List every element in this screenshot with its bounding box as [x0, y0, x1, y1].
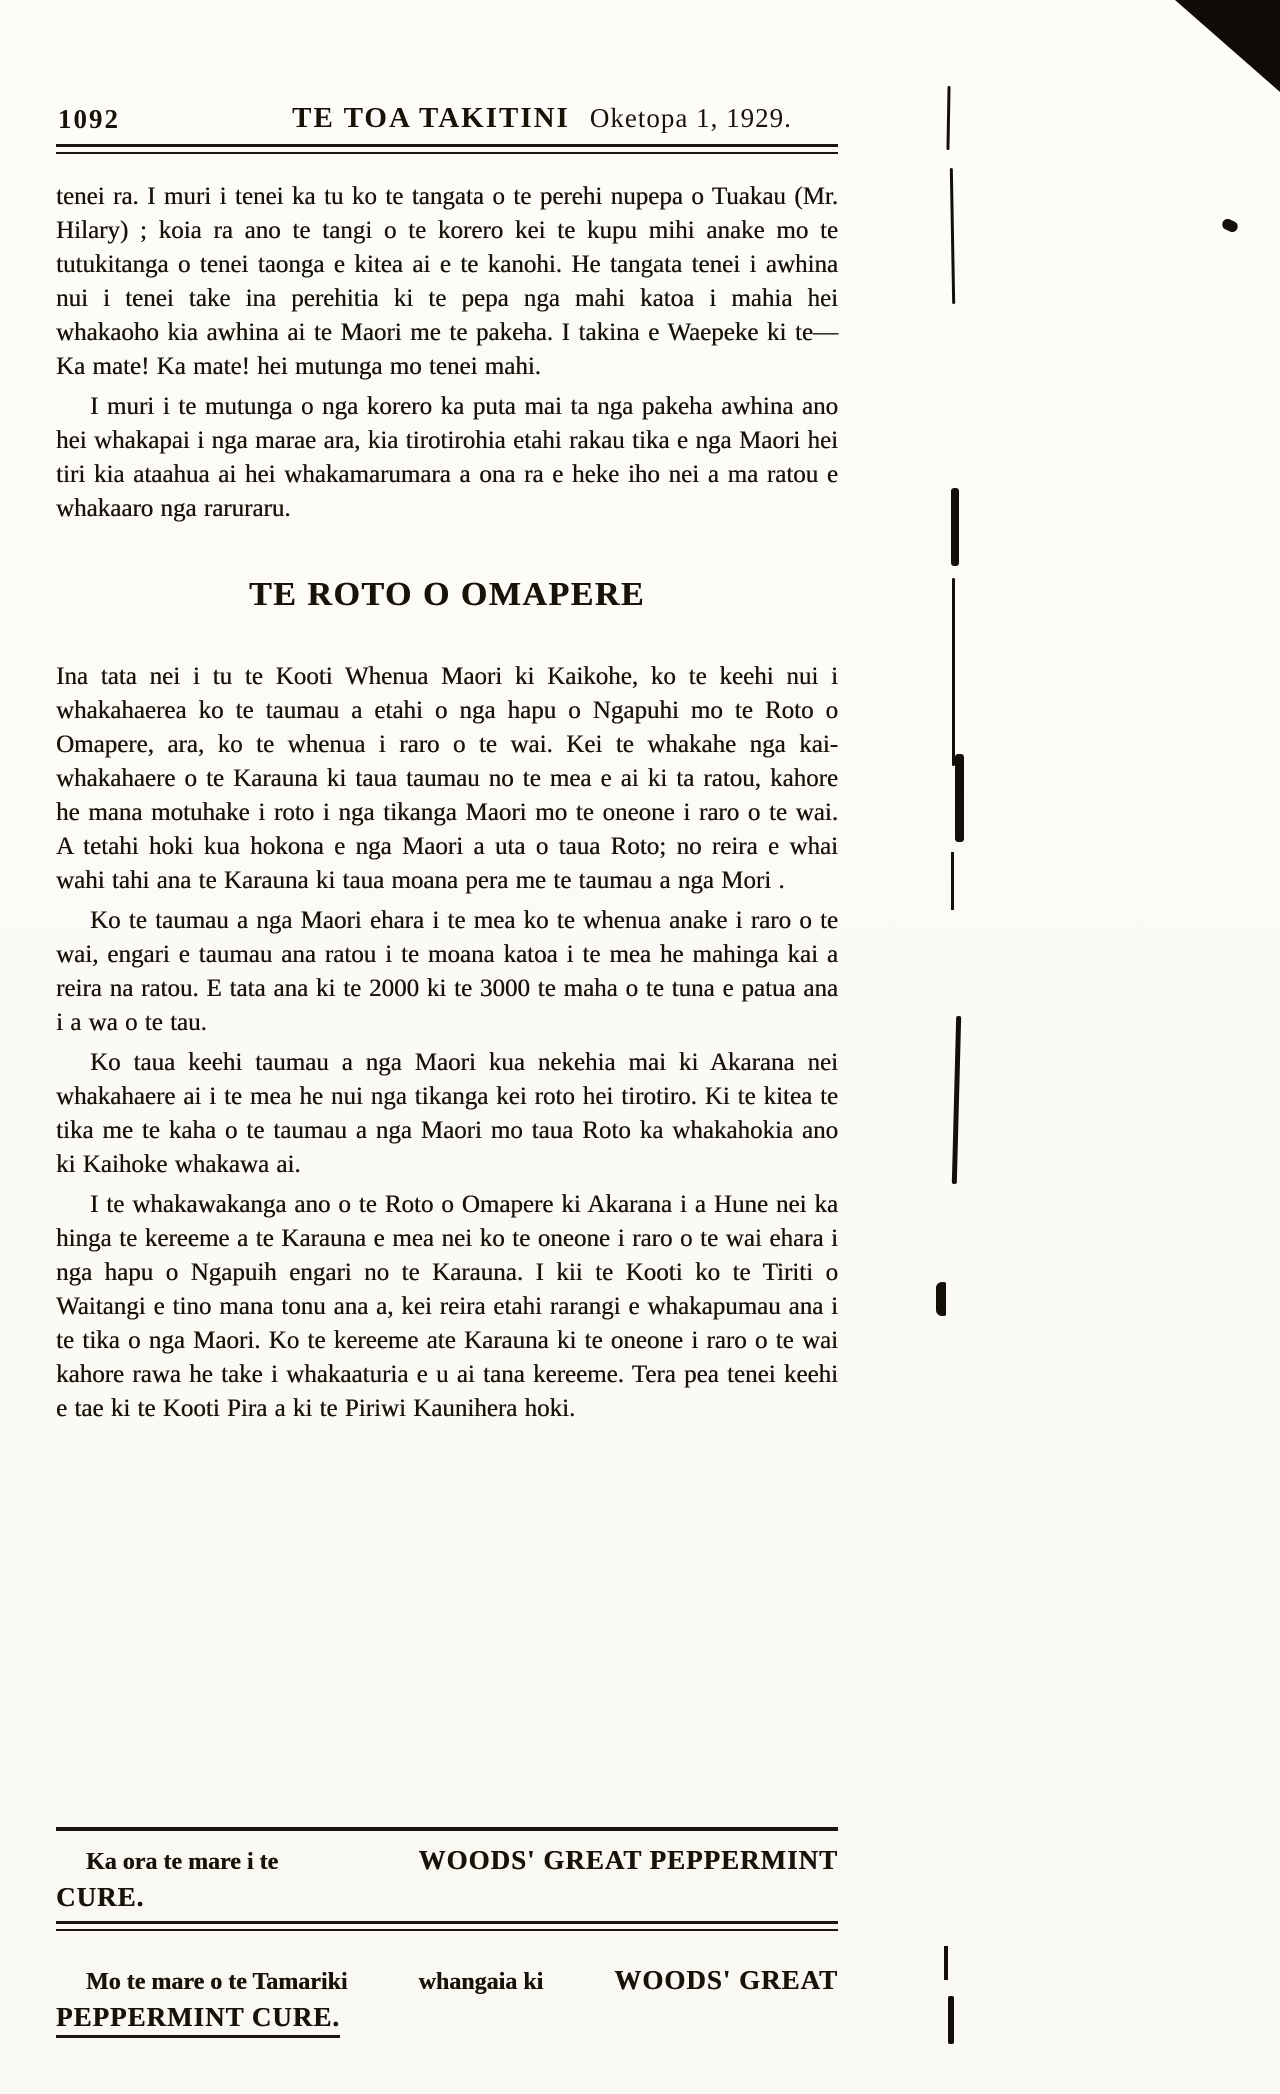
article-continuation	[56, 180, 838, 532]
paragraph: Ko te taumau a nga Maori ehara i te mea ko te whenua anake i raro o te wai, engari e taumau ana ratou i te moana katoa i te mea he mahinga kai a reira na ratou. E tata ana ki te 2000 ki te 3000 te maha o te tuna e patua ana i a wa o te tau.	[56, 907, 838, 1036]
ad-brand-text: CURE.	[56, 1882, 145, 1912]
ad-line	[56, 1882, 838, 1913]
ad-line	[56, 1845, 838, 1876]
ad-lead-text: Ka ora te mare i te	[86, 1849, 279, 1875]
scan-artifact	[948, 1996, 954, 2044]
ad-brand-text: WOODS' GREAT PEPPERMINT	[418, 1845, 838, 1875]
article-title: TE ROTO O OMAPERE	[248, 576, 646, 613]
header-rule	[56, 144, 838, 154]
ad-top-rule	[56, 1827, 838, 1831]
ad-divider-rule	[56, 1921, 838, 1931]
scan-artifact	[946, 86, 950, 150]
paragraph: I muri i te mutunga o nga korero ka puta mai ta nga pakeha awhina ano hei whakapai i nga marae ara, kia tirotirohia etahi rakau tika e nga Maori hei tiri kia ataahua ai hei whakamarumara a ona ra e heke iho nei a ma ratou e whakaaro nga raruraru.	[56, 393, 838, 522]
paragraph: Ko taua keehi taumau a nga Maori kua nekehia mai ki Akarana nei whakahaere ai i te mea he nui nga tikanga kei roto hei tirotiro. Ki te kitea te tika me te kaha o te taumau a nga Maori mo taua Roto ka whakahokia ano ki Kaihoke whakawa ai.	[56, 1049, 838, 1178]
issue-date: Oketopa 1, 1929.	[589, 103, 792, 133]
scan-artifact	[955, 754, 964, 842]
scan-artifact	[951, 852, 954, 910]
scan-artifact	[951, 488, 959, 566]
article-omapere	[56, 660, 838, 1432]
ad-brand-text: PEPPERMINT CURE.	[56, 2002, 340, 2038]
ad-line	[56, 2002, 838, 2038]
paragraph: I te whakawakanga ano o te Roto o Omapere ki Akarana i a Hune nei ka hinga te kereeme a te Karauna e mea nei ko te oneone i raro o te wai ehara i nga hapu o Ngapuih engari no te Karauna. I kii te Kooti ko te Tiriti o Waitangi e tino mana tonu ana a, kei reira etahi rarangi e whakapumau ana i te tika o nga Maori. Ko te kereeme ate Karauna ki te oneone i raro o te wai kahore rawa he take i whakaaturia e u ai tana kereeme. Tera pea tenei keehi e tae ki te Kooti Pira a ki te Piriwi Kaunihera hoki.	[56, 1191, 838, 1422]
scan-artifact	[950, 168, 955, 304]
page-column	[56, 0, 838, 2094]
advertisement-woods-2	[56, 1965, 838, 2038]
ad-line	[56, 1965, 838, 1996]
advertisement-woods-1	[56, 1845, 838, 1913]
scan-corner-shadow	[1175, 0, 1280, 92]
page-number: 1092	[58, 104, 120, 134]
ad-lead-text: whangaia ki	[418, 1969, 544, 1995]
paragraph: tenei ra. I muri i tenei ka tu ko te tangata o te perehi nupepa o Tuakau (Mr. Hilary) ; koia ra ano te tangi o te korero kei te kupu mihi anake mo te tutukitanga o tenei taonga e kitea ai e te kanohi. He tangata tenei i awhina nui i tenei take ina perehitia ki te pepa nga mahi katoa i mahia hei whakaoho kia awhina ai te Maori me te pakeha. I takina e Waepeke ki te—Ka mate! Ka mate! hei mutunga mo tenei mahi.	[56, 183, 838, 380]
scan-artifact	[952, 1016, 961, 1184]
scan-artifact	[936, 1282, 946, 1316]
scan-artifact	[1220, 217, 1239, 234]
scan-artifact	[952, 578, 955, 766]
scan-artifact	[944, 1946, 948, 1980]
advertisements-section	[56, 1827, 838, 2094]
page-header	[56, 102, 838, 135]
ad-brand-text: WOODS' GREAT	[614, 1965, 838, 1995]
paragraph: Ina tata nei i tu te Kooti Whenua Maori ki Kaikohe, ko te keehi nui i whakahaerea ko te taumau a etahi o nga hapu o Ngapuhi mo te Roto o Omapere, ara, ko te whenua i raro o te wai. Kei te whakahe nga kai-whakahaere o te Karauna ki taua taumau no te mea e ai ki ta ratou, kahore he mana motuhake i roto i nga tikanga Maori mo te oneone i raro o te wai. A tetahi hoki kua hokona e nga Maori a uta o taua Roto; no reira e whai wahi tahi ana te Karauna ki taua moana pera me te taumau a nga Mori .	[56, 663, 838, 894]
ad-lead-text: Mo te mare o te Tamariki	[86, 1969, 348, 1995]
masthead-title: TE TOA TAKITINI	[292, 102, 570, 134]
